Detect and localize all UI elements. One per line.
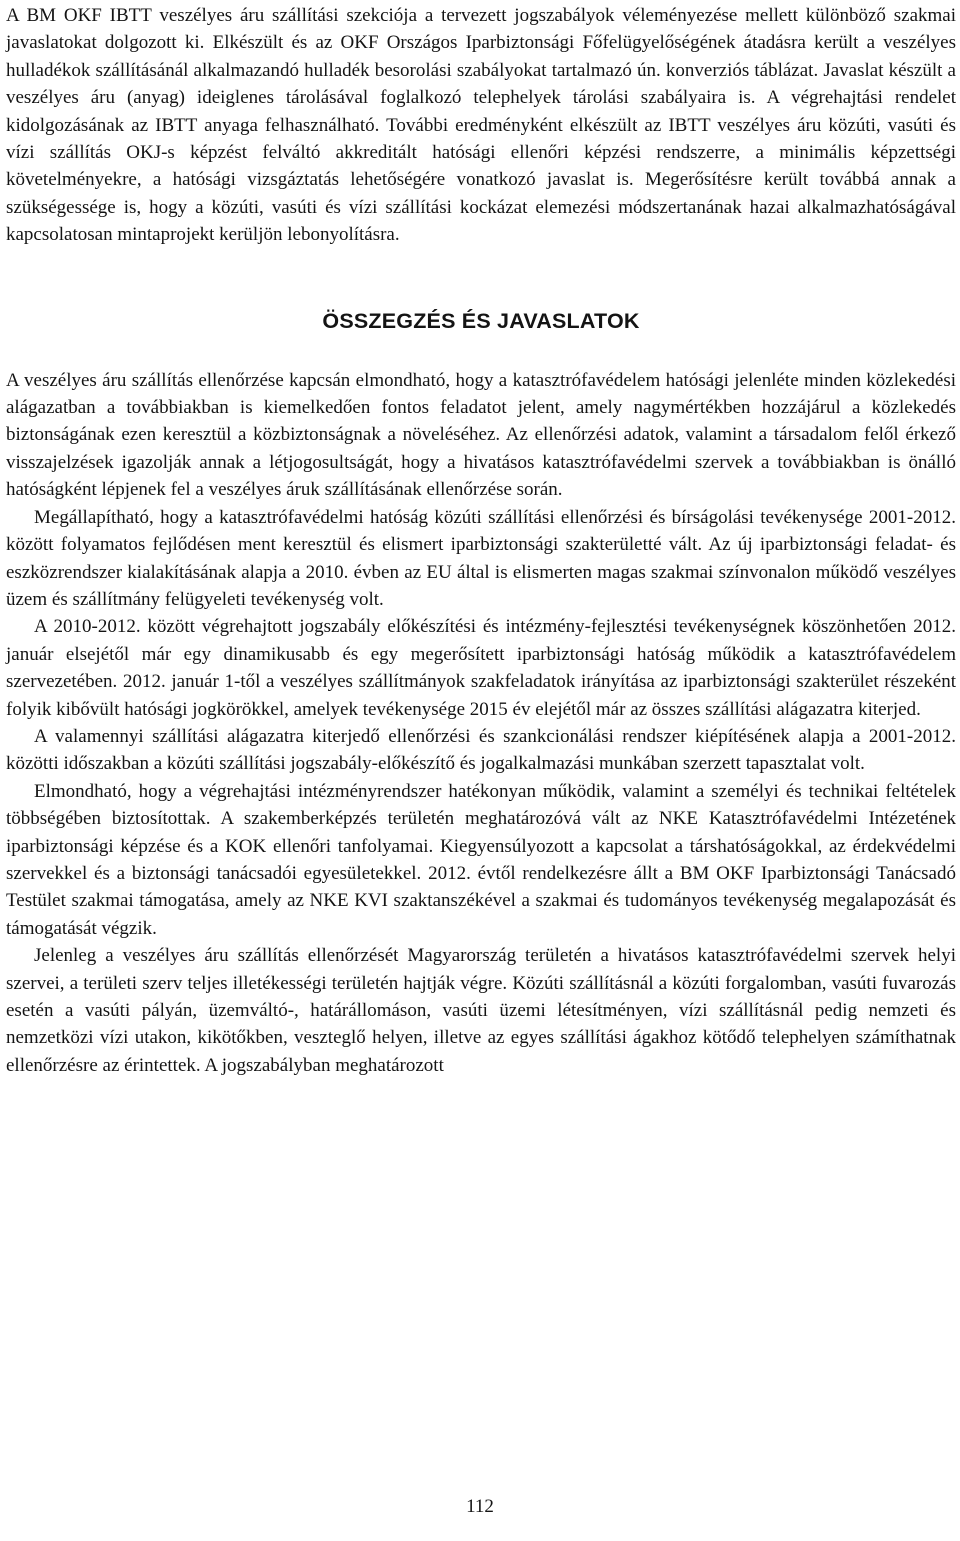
document-page: [6, 0, 956, 1079]
summary-paragraph-3: A 2010-2012. között végrehajtott jogszabály előkészítési és intézmény-fejlesztési tevékenységnek köszönhetően 2012. január elsejétől már egy dinamikusabb és egy megerősített iparbiztonsági hatóság működik a katasztrófavédelem szervezetében. 2012. január 1-től a veszélyes szállítmányok szakfeladatok irányítása az iparbiztonsági szakterület részeként folyik kibővült hatósági jogkörökkel, amelyek tevékenysége 2015 év elejétől már az összes szállítási alágazatra kiterjed.: [6, 616, 956, 720]
summary-paragraph-1: A veszélyes áru szállítás ellenőrzése kapcsán elmondható, hogy a katasztrófavédelem hatósági jelenléte minden közlekedési alágazatban a továbbiakban is kiemelkedően fontos feladatot jelent, amely nagymértékben hozzájárul a közlekedés biztonságának ezen keresztül a közbiztonságnak a növeléséhez. Az ellenőrzési adatok, valamint a társadalom felől érkező visszajelzések igazolják annak a létjogosultságát, hogy a hivatásos katasztrófavédelmi szervek a továbbiakban is önálló hatóságként lépjenek fel a veszélyes áruk szállításának ellenőrzése során.: [6, 369, 956, 501]
summary-paragraph-2: Megállapítható, hogy a katasztrófavédelmi hatóság közúti szállítási ellenőrzési és bírságolási tevékenysége 2001-2012. között folyamatos fejlődésen ment keresztül és elismert iparbiztonsági szakterületté vált. Az új iparbiztonsági feladat- és eszközrendszer kialakításának alapja a 2010. évben az EU által is elismerten magas szakmai színvonalon működő veszélyes üzem és szállítmány felügyeleti tevékenység volt.: [6, 506, 956, 610]
summary-paragraph-5: Elmondható, hogy a végrehajtási intézményrendszer hatékonyan működik, valamint a személyi és technikai feltételek többségében biztosítottak. A szakemberképzés területén meghatározóvá vált az NKE Katasztrófavédelmi Intézetének iparbiztonsági képzése és a KOK ellenőri tanfolyamai. Kiegyensúlyozott a kapcsolat a társhatóságokkal, az érdekvédelmi szervekkel és a biztonsági tanácsadói egyesületekkel. 2012. évtől rendelkezésre állt a BM OKF Iparbiztonsági Tanácsadó Testület szakmai támogatása, amely az NKE KVI szaktanszékével a szakmai és tudományos tevékenység megalapozását és támogatását végzik.: [6, 780, 956, 939]
section-heading: ÖSSZEGZÉS ÉS JAVASLATOK: [322, 308, 640, 333]
summary-paragraph-6: Jelenleg a veszélyes áru szállítás ellenőrzését Magyarország területén a hivatásos katasztrófavédelmi szervek helyi szervei, a területi szerv teljes illetékességi területén hajtják végre. Közúti szállításnál a közúti forgalomban, vasúti fuvarozás esetén a vasúti pályán, üzemváltó-, határállomáson, vasúti üzemi létesítményen, vízi szállításnál pedig nemzeti és nemzetközi vízi utakon, kikötőkben, veszteglő helyen, illetve az egyes szállítási ágakhoz kötődő telephelyen számíthatnak ellenőrzésre az érintettek. A jogszabályban meghatározott: [6, 945, 956, 1076]
page-number: 112: [466, 1496, 494, 1517]
intro-paragraph: A BM OKF IBTT veszélyes áru szállítási szekciója a tervezett jogszabályok véleményezése mellett különböző szakmai javaslatokat dolgozott ki. Elkészült és az OKF Országos Iparbiztonsági Főfelügyelőségének átadásra került a veszélyes hulladékok szállításánál alkalmazandó hulladék besorolási szabályokat tartalmazó ún. konverziós táblázat. Javaslat készült a veszélyes áru (anyag) ideiglenes tárolásával foglalkozó telephelyek tárolási szabályaira is. A végrehajtási rendelet kidolgozásának az IBTT anyaga felhasználható. További eredményként elkészült az IBTT veszélyes áru közúti, vasúti és vízi szállítás OKJ-s képzést felváltó akkreditált hatósági ellenőri képzési rendszerre, a minimális képzettségi követelményekre, a hatósági vizsgáztatás lehetőségére vonatkozó javaslat is. Megerősítésre került továbbá annak a szükségessége is, hogy a közúti, vasúti és vízi szállítási kockázat elemezési módszertanának hazai alkalmazhatóságával kapcsolatosan mintaprojekt kerüljön lebonyolításra.: [6, 5, 956, 246]
summary-paragraph-4: A valamennyi szállítási alágazatra kiterjedő ellenőrzési és szankcionálási rendszer kiépítésének alapja a 2001-2012. közötti időszakban a közúti szállítási jogszabály-előkészítő és jogalkalmazási munkában szerzett tapasztalat volt.: [6, 725, 956, 775]
